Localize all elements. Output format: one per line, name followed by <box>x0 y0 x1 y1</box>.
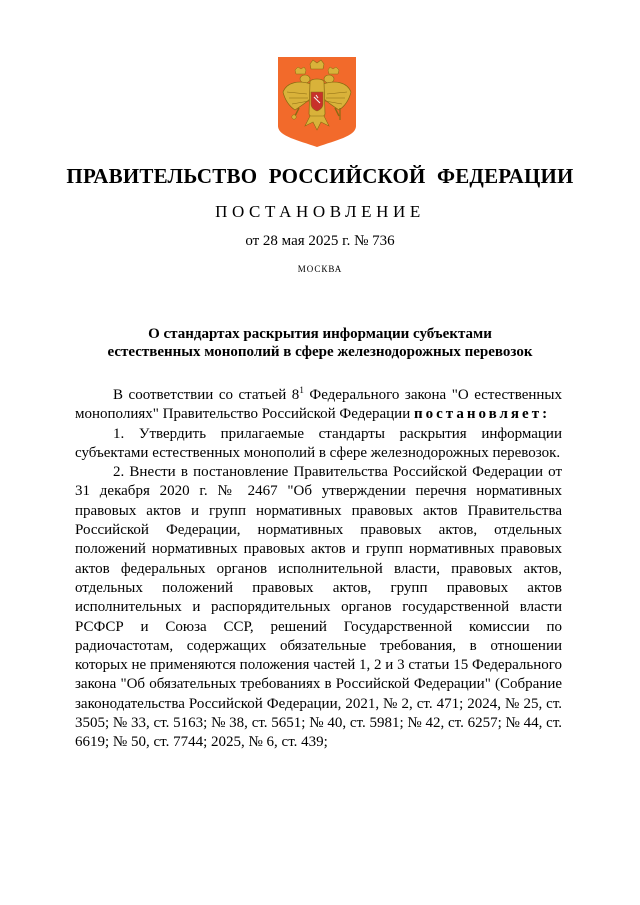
government-title: ПРАВИТЕЛЬСТВО РОССИЙСКОЙ ФЕДЕРАЦИИ <box>66 164 574 188</box>
paragraph-item-2: 2. Внести в постановление Правительства Российской Федерации от 31 декабря 2020 г. № 2467 "Об утверждении перечня нормативных правовых актов и групп нормативных правовых актов Правительства Российской Федерации, нормативных правовых актов, отдельных положений нормативных правовых актов и групп нормативных правовых актов федеральных органов исполнительной власти, правовых актов, отдельных положений правовых актов, групп правовых актов исполнительных и распорядительных органов государственной власти РСФСР и Союза ССР, решений Государственной комиссии по радиочастотам, содержащих обязательные требования, в отношении которых не применяются положения частей 1, 2 и 3 статьи 15 Федерального закона "Об обязательных требованиях в Российской Федерации" (Собрание законодательства Российской Федерации, 2021, № 2, ст. 471; 2024, № 25, ст. 3505; № 33, ст. 5163; № 38, ст. 5651; № 40, ст. 5981; № 42, ст. 6257; № 44, ст. 6619; № 50, ст. 7744; 2025, № 6, ст. 439; <box>75 464 562 751</box>
subject-line-1: О стандартах раскрытия информации субъектами <box>148 326 492 342</box>
article-superscript: 1 <box>299 385 304 395</box>
paragraph-preamble <box>75 386 562 425</box>
document-body <box>75 386 562 753</box>
russian-coat-of-arms-icon <box>277 56 357 148</box>
preamble-text-start: В соответствии со статьей 8 <box>113 387 300 403</box>
document-subject <box>70 325 570 361</box>
paragraph-item-1: 1. Утвердить прилагаемые стандарты раскрытия информации субъектами естественных монополий в сфере железнодорожных перевозок. <box>75 425 562 461</box>
subject-line-2: естественных монополий в сфере железнодорожных перевозок <box>107 344 533 360</box>
preamble-text-middle: Федерального закона "О естественных монополиях" Правительство Российской Федерации <box>75 387 562 423</box>
document-city: МОСКВА <box>297 264 343 274</box>
document-date-number: от 28 мая 2025 г. № 736 <box>245 233 395 249</box>
decree-word: постановляет: <box>413 406 551 423</box>
document-type: ПОСТАНОВЛЕНИЕ <box>215 202 425 221</box>
